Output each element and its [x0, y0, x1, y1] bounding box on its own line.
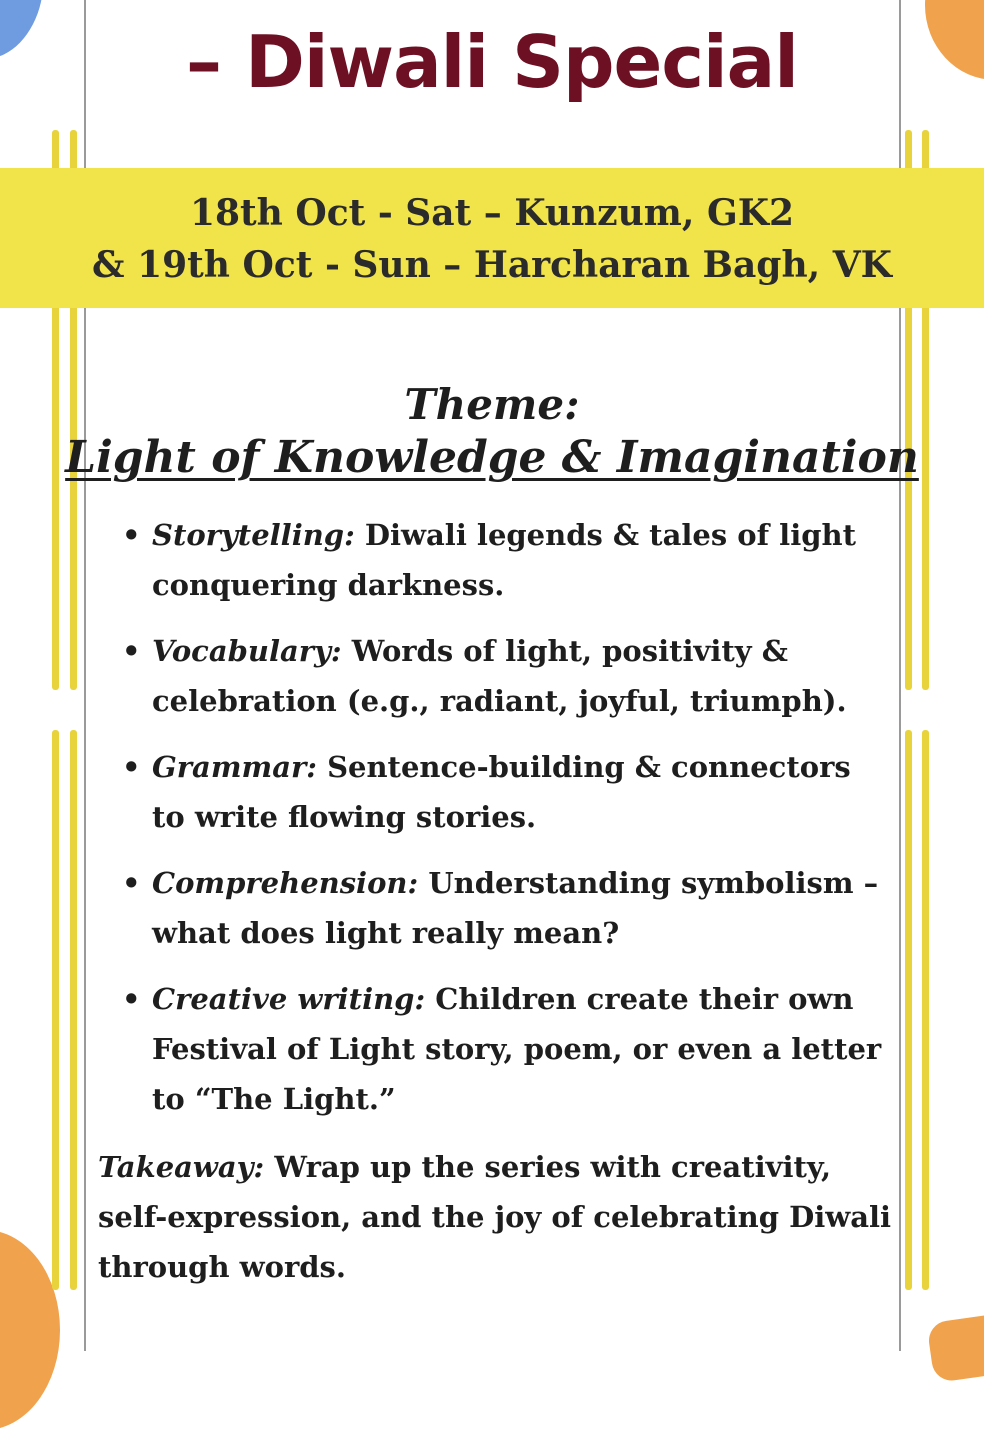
page-title: – Diwali Special — [186, 20, 798, 104]
topic-text: Diwali legends & tales of light conquering darkness. — [152, 518, 856, 602]
decorative-orange-shape-bottom-right — [926, 1307, 984, 1383]
right-decorative-stripe — [922, 730, 929, 1290]
left-decorative-stripe — [70, 730, 77, 1290]
takeaway-lead: Takeaway: — [98, 1150, 265, 1184]
left-decorative-stripe — [52, 730, 59, 1290]
topic-text: Understanding symbolism – what does light really mean? — [152, 866, 879, 950]
list-item — [120, 858, 890, 958]
list-item — [120, 510, 890, 610]
topic-lead: Vocabulary: — [152, 634, 342, 668]
bullet-icon: • — [122, 750, 141, 784]
topic-text: Children create their own Festival of Light story, poem, or even a letter to “The Light.” — [152, 982, 882, 1116]
banner-line-first-session: 18th Oct - Sat – Kunzum, GK2 — [189, 192, 795, 234]
theme-title: Light of Knowledge & Imagination — [65, 432, 919, 483]
topic-lead: Comprehension: — [152, 866, 419, 900]
list-item — [120, 626, 890, 726]
takeaway-text: Wrap up the series with creativity, self-expression, and the joy of celebrating Diwali through words. — [98, 1150, 892, 1284]
topic-list — [120, 510, 890, 1140]
theme-label: Theme: — [404, 380, 580, 429]
bullet-icon: • — [122, 982, 141, 1016]
topic-text: Sentence-building & connectors to write flowing stories. — [152, 750, 851, 834]
topic-lead: Creative writing: — [152, 982, 426, 1016]
topic-lead: Grammar: — [152, 750, 317, 784]
topic-lead: Storytelling: — [152, 518, 355, 552]
banner-line-second-session: & 19th Oct - Sun – Harcharan Bagh, VK — [92, 244, 892, 286]
bullet-icon: • — [122, 518, 141, 552]
bullet-icon: • — [122, 634, 141, 668]
takeaway-paragraph — [98, 1142, 898, 1292]
right-decorative-stripe — [905, 730, 912, 1290]
topic-text: Words of light, positivity & celebration (e.g., radiant, joyful, triumph). — [152, 634, 847, 718]
list-item — [120, 742, 890, 842]
bullet-icon: • — [122, 866, 141, 900]
decorative-orange-circle-bottom-left — [0, 1230, 60, 1430]
date-venue-banner — [0, 168, 984, 308]
list-item — [120, 974, 890, 1124]
